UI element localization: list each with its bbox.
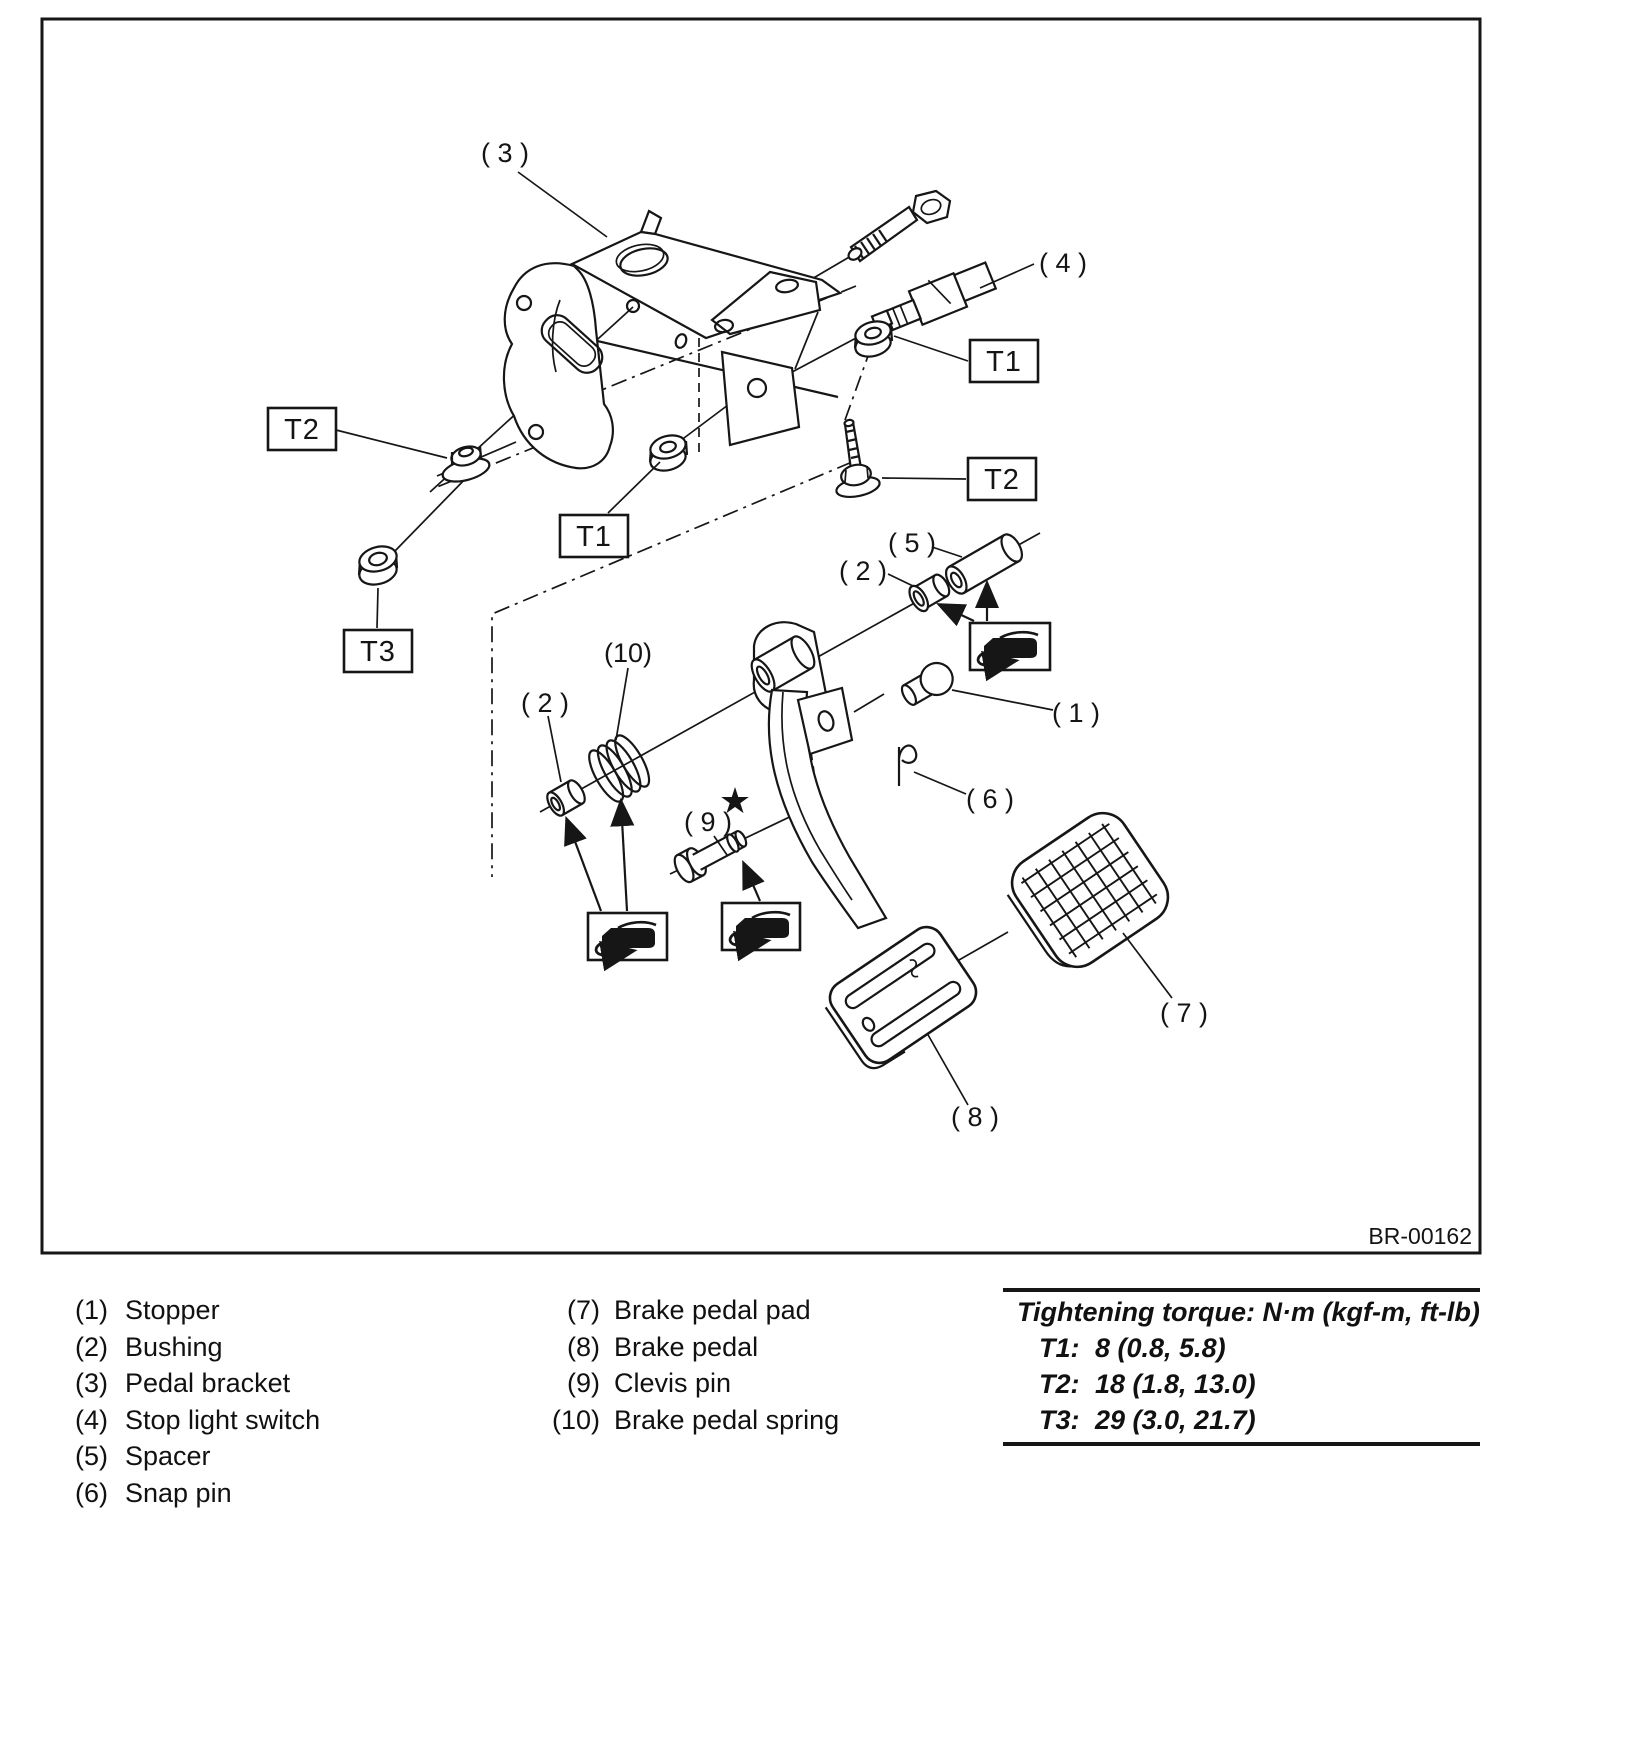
nut-t3: [357, 542, 400, 588]
construction-lines: [394, 256, 1040, 988]
legend-label: Clevis pin: [614, 1368, 732, 1398]
torque-box-t3: [344, 630, 412, 672]
callout-8: ( 8 ): [950, 1102, 1000, 1132]
callout-9: ( 9 ): [683, 807, 733, 837]
legend-label: Brake pedal pad: [614, 1295, 811, 1325]
pedal-bracket: [504, 211, 840, 468]
torque-box-t1-mid: [560, 515, 628, 557]
legend-num: (1): [75, 1295, 108, 1325]
legend-column-1: [75, 1292, 320, 1511]
callout-2b: ( 2 ): [520, 688, 570, 718]
legend-item: [75, 1438, 320, 1475]
mounting-bolt: [846, 191, 950, 262]
torque-table: [1003, 1288, 1480, 1446]
callout-6: ( 6 ): [965, 784, 1015, 814]
callout-3: ( 3 ): [480, 138, 530, 168]
legend-num: (7): [567, 1295, 600, 1325]
callout-2a: ( 2 ): [838, 556, 888, 586]
legend-num: (5): [75, 1441, 108, 1471]
legend-num: (3): [75, 1368, 108, 1398]
svg-text:T1: T1: [576, 521, 612, 553]
torque-value: 8 (0.8, 5.8): [1095, 1333, 1226, 1363]
torque-box-t2-right: [968, 458, 1036, 500]
legend-label: Stop light switch: [125, 1404, 321, 1435]
torque-key: T2:: [1039, 1369, 1080, 1399]
torque-key: T1:: [1039, 1333, 1080, 1363]
legend-column-2: [545, 1292, 839, 1438]
legend-num: (6): [75, 1477, 108, 1508]
grease-symbol-box-c: [722, 864, 800, 950]
star-icon: ★: [718, 780, 752, 821]
legend-num: (2): [75, 1331, 108, 1362]
svg-text:T1: T1: [986, 346, 1022, 378]
callout-1: ( 1 ): [1051, 698, 1101, 728]
svg-text:T2: T2: [984, 464, 1020, 496]
snap-pin: [899, 746, 916, 786]
torque-key: T3:: [1039, 1405, 1080, 1435]
legend-label: Brake pedal spring: [614, 1404, 840, 1435]
legend-num: (9): [567, 1368, 600, 1398]
callout-10: (10): [603, 638, 653, 668]
legend-label: Brake pedal: [614, 1331, 759, 1362]
legend-item: [545, 1402, 839, 1439]
legend-label: Snap pin: [125, 1477, 232, 1508]
callout-4: ( 4 ): [1038, 248, 1088, 278]
brake-pedal-pad: [997, 803, 1178, 980]
svg-text:T2: T2: [284, 414, 320, 446]
svg-text:T3: T3: [360, 636, 396, 668]
torque-table-title: Tightening torque: N·m (kgf-m, ft-lb): [1017, 1297, 1480, 1327]
legend-item: [545, 1329, 839, 1366]
stopper: [897, 657, 959, 711]
torque-row: [1003, 1330, 1480, 1366]
brake-pedal: [818, 921, 983, 1075]
legend-item: [75, 1292, 320, 1329]
spacer: [942, 531, 1026, 597]
legend-item: [75, 1402, 320, 1439]
legend-item: [75, 1365, 320, 1402]
torque-callout-boxes: [268, 340, 1038, 672]
legend-item: [545, 1365, 839, 1402]
legend-num: (10): [551, 1404, 600, 1435]
legend-item: [75, 1475, 320, 1512]
torque-box-t2-left: [268, 408, 336, 450]
torque-row: [1003, 1366, 1480, 1402]
callout-5: ( 5 ): [887, 528, 937, 558]
legend-item: [545, 1292, 839, 1329]
pedal-arm: [769, 688, 886, 928]
legend-num: (8): [567, 1331, 600, 1362]
legend-label: Spacer: [125, 1441, 211, 1471]
legend-label: Bushing: [125, 1331, 223, 1362]
torque-value: 18 (1.8, 13.0): [1095, 1369, 1256, 1399]
legend-item: [75, 1329, 320, 1366]
figure-code: BR-00162: [1368, 1223, 1472, 1249]
legend-label: Pedal bracket: [125, 1368, 291, 1398]
legend-num: (4): [75, 1404, 108, 1435]
bushing-lower: [544, 778, 588, 819]
stop-light-switch: [872, 263, 996, 330]
grease-symbol-box-b: [567, 802, 667, 960]
torque-value: 29 (3.0, 21.7): [1095, 1405, 1256, 1435]
callout-7: ( 7 ): [1159, 998, 1209, 1028]
flange-nut-t2-left: [440, 443, 492, 485]
bolt-t2-right: [835, 419, 882, 500]
torque-row: [1003, 1402, 1480, 1438]
grease-symbol-box-a: [940, 584, 1050, 670]
legend-label: Stopper: [125, 1295, 220, 1325]
nut-t1-upper: [853, 318, 893, 361]
torque-box-t1-upper: [970, 340, 1038, 382]
